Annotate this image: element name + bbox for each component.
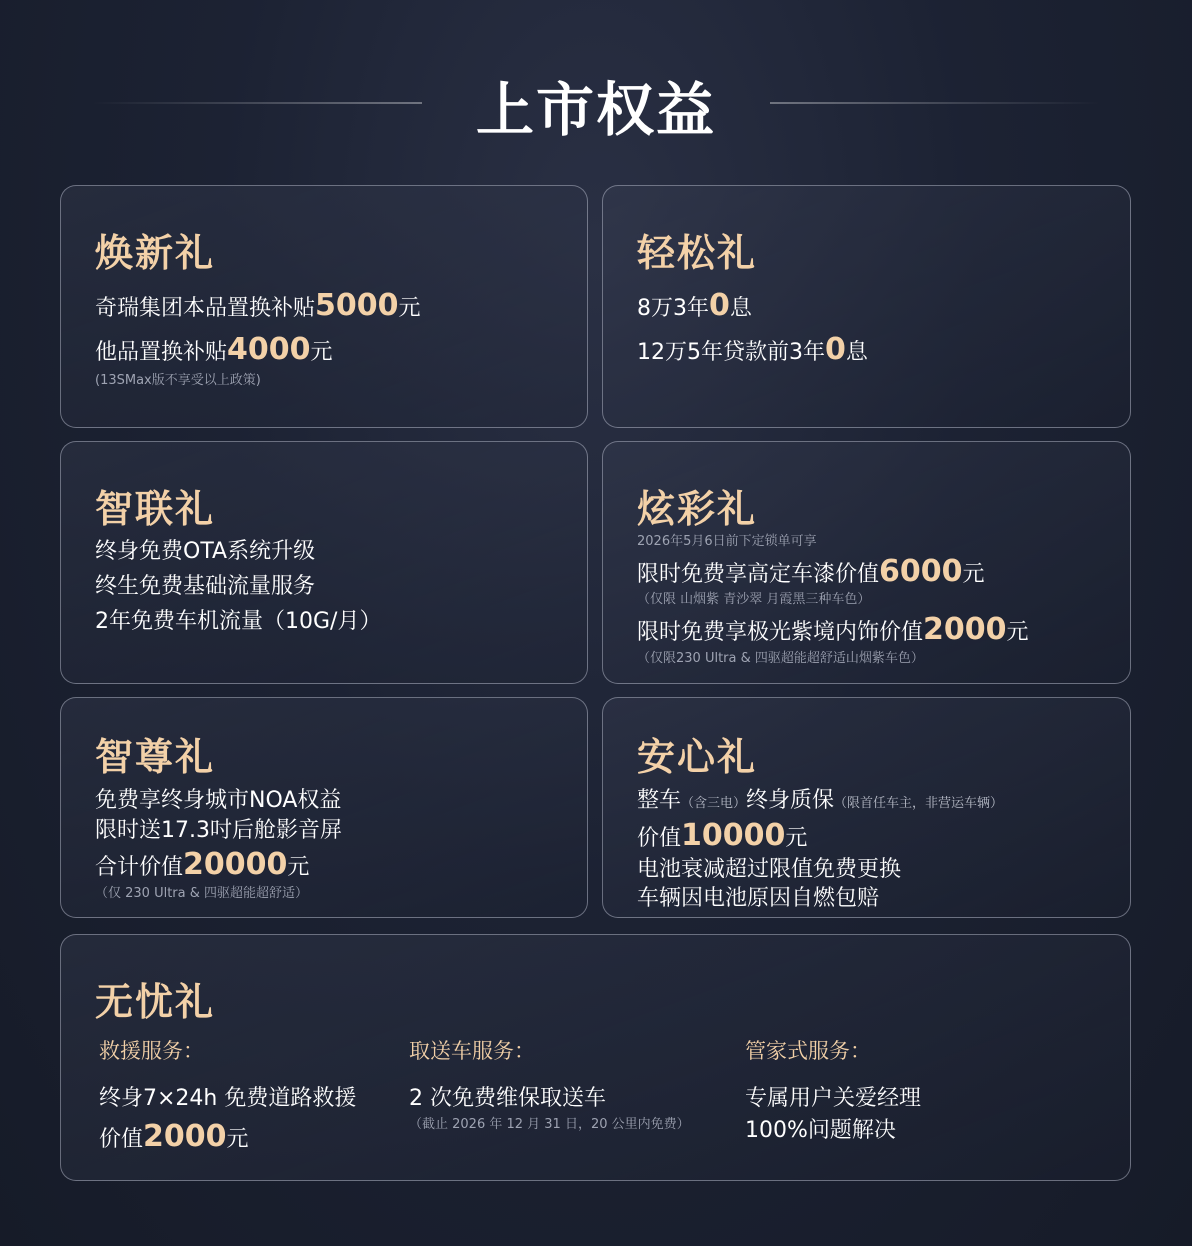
column-heading: 管家式服务： [745, 1039, 871, 1063]
page-title: 上市权益 [475, 76, 716, 144]
header-divider-left [92, 102, 422, 104]
value-line [99, 1115, 356, 1159]
footnote: 2026年5月6日前下定锁单可享 [637, 534, 817, 549]
footnote: （仅 230 Ultra & 四驱超能超舒适） [95, 886, 309, 902]
subsidy-line-2 [95, 328, 421, 372]
highlight-value: 4000 [227, 331, 311, 367]
page-header [0, 60, 1192, 150]
card-zhilian [60, 441, 588, 684]
benefit-line: 专属用户关爱经理 [745, 1086, 922, 1111]
highlight-value: 20000 [183, 847, 288, 883]
unit: 元 [287, 855, 310, 881]
benefit-line: 终身免费OTA系统升级 [95, 539, 316, 564]
benefit-line: 车辆因电池原因自燃包赔 [637, 886, 880, 912]
service-column-butler [745, 1035, 921, 1147]
unit: 元 [226, 1126, 249, 1152]
benefit-line: 终身7×24h 免费道路救援 [99, 1086, 357, 1111]
highlight-value: 2000 [143, 1118, 227, 1154]
small-note: （含三电） [681, 796, 747, 811]
unit: 元 [1006, 620, 1029, 646]
service-column-pickup [409, 1035, 690, 1136]
card-title: 炫彩礼 [637, 487, 758, 531]
footnote: （截止 2026 年 12 月 31 日，20 公里内免费） [409, 1116, 690, 1132]
card-title: 智联礼 [95, 487, 216, 531]
unit: 元 [962, 561, 985, 587]
card-title: 安心礼 [637, 735, 758, 779]
line-text: 终身质保 [746, 788, 835, 813]
line-text: 奇瑞集团本品置换补贴 [95, 296, 316, 321]
warranty-line [637, 786, 1003, 816]
line-text: 他品置换补贴 [95, 339, 228, 365]
line-text: 限时免费享高定车漆价值 [637, 561, 880, 587]
benefit-line: 免费享终身城市NOA权益 [95, 788, 342, 813]
paint-line [637, 553, 1029, 591]
highlight-value: 2000 [923, 612, 1007, 648]
interior-line [637, 611, 1029, 649]
line-text: 8万3年 [637, 296, 709, 321]
small-note: （限首任车主，非营运车辆） [834, 796, 1004, 811]
card-title: 焕新礼 [95, 231, 216, 275]
benefit-line: 电池衰减超过限值免费更换 [637, 856, 902, 882]
line-text: 12万5年贷款前3年 [637, 339, 825, 365]
unit: 息 [845, 339, 868, 365]
highlight-value: 10000 [681, 817, 786, 853]
loan-line-2 [637, 328, 868, 372]
card-zhizun [60, 697, 588, 918]
highlight-value: 0 [825, 331, 846, 367]
card-title: 智尊礼 [95, 735, 216, 779]
subsidy-line-1 [95, 284, 421, 328]
benefit-line: 2年免费车机流量（10G/月） [95, 609, 382, 635]
card-xuancai [602, 441, 1131, 684]
benefit-line: 2 次免费维保取送车 [409, 1086, 606, 1111]
line-text: 价值 [99, 1126, 144, 1152]
line-text: 价值 [637, 825, 682, 851]
line-text: 限时免费享极光紫境内饰价值 [637, 620, 924, 646]
benefit-line: 限时送17.3吋后舱影音屏 [95, 817, 342, 843]
card-anxin [602, 697, 1131, 918]
highlight-value: 6000 [879, 553, 963, 589]
service-column-rescue [99, 1035, 356, 1158]
card-title: 轻松礼 [637, 231, 758, 275]
unit: 元 [310, 339, 333, 365]
card-qingsong [602, 185, 1131, 428]
loan-line-1 [637, 284, 868, 328]
value-line [637, 816, 1003, 855]
column-heading: 取送车服务： [409, 1039, 535, 1063]
header-divider-right [770, 102, 1100, 104]
benefit-line: 终生免费基础流量服务 [95, 574, 316, 600]
card-huanxin [60, 185, 588, 428]
card-title: 无忧礼 [95, 980, 216, 1024]
unit: 元 [398, 296, 421, 321]
total-value-line [95, 845, 342, 884]
footnote: (13SMax版不享受以上政策) [95, 373, 261, 388]
column-heading: 救援服务： [99, 1039, 204, 1063]
unit: 元 [785, 825, 808, 851]
footnote: （仅限 山烟紫 青沙翠 月霞黑三种车色） [637, 592, 871, 608]
unit: 息 [729, 296, 752, 321]
line-text: 整车 [637, 788, 682, 813]
highlight-value: 0 [709, 288, 730, 323]
benefit-line: 100%问题解决 [745, 1117, 896, 1143]
footnote: （仅限230 Ultra & 四驱超能超舒适山烟紫车色） [637, 650, 924, 666]
highlight-value: 5000 [315, 288, 399, 323]
card-wuyou [60, 934, 1131, 1181]
line-text: 合计价值 [95, 855, 184, 881]
